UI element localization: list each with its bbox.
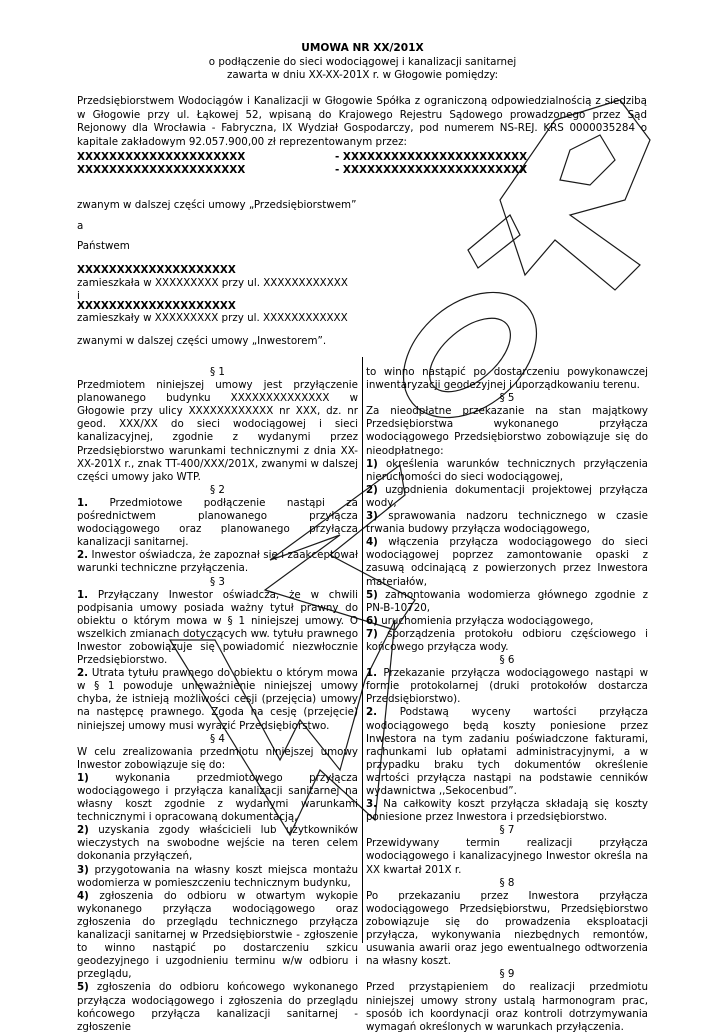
clause-text: Przewidywany termin realizacji przyłącza wodociągowego i kanalizacyjnego Inwestor określa na XX kwartał 201X r. — [366, 837, 648, 876]
clause-text: uzgodnienia dokumentacji projektowej przyłącza wody, — [366, 483, 648, 509]
clause-text: wykonania przedmiotowego przyłącza wodociągowego i przyłącza kanalizacji sanitarnej na własny koszt zgodnie z wydanymi warunkami technicznymi i opracowaną dokumentacją, — [77, 771, 358, 824]
clause-paragraph — [366, 837, 648, 876]
clause-number: 2) — [77, 824, 89, 837]
clause-text: uzyskania zgody właścicieli lub użytkowników wieczystych na swobodne wejście na teren celem dokonania przyłączeń, — [77, 824, 358, 863]
clause-text: uruchomienia przyłącza wodociągowego, — [381, 614, 594, 627]
clause-paragraph — [366, 536, 648, 588]
clause-text: włączenia przyłącza wodociągowego do sieci wodociągowej poprzez zamontowanie opaski z zasuwą odcinającą z powierzonych przez Inwestora materiałów, — [366, 536, 648, 588]
clause-number: 1. — [77, 588, 89, 601]
clause-paragraph — [366, 458, 648, 484]
clause-paragraph — [366, 981, 648, 1033]
clause-text: Przed przystąpieniem do realizacji przedmiotu niniejszej umowy strony ustalą harmonogram prac, sposób ich koordynacji oraz kontroli dotrzymywania wymagań określonych w warunkach przyłączenia. — [366, 981, 648, 1033]
clause-number: 5) — [366, 588, 378, 601]
conjunction-i: i — [77, 290, 80, 302]
representative-name-1: XXXXXXXXXXXXXXXXXXXXX — [77, 151, 246, 163]
left-column — [77, 366, 358, 1034]
clause-text: Przekazanie przyłącza wodociągowego nastąpi w formie protokolarnej (druki protokołów dostarcza Przedsiębiorstwo). — [366, 667, 648, 706]
clause-paragraph — [77, 589, 358, 668]
clause-paragraph — [366, 484, 648, 510]
clause-text: W celu zrealizowania przedmiotu niniejszej umowy Inwestor zobowiązuje się do: — [77, 745, 358, 771]
clause-text: sprawowania nadzoru technicznego w czasie trwania budowy przyłącza wodociągowego, — [366, 510, 648, 536]
right-column — [366, 366, 648, 1034]
clause-text: przygotowania na własny koszt miejsca montażu wodomierza w pomieszczeniu technicznym budynku, — [77, 863, 358, 889]
representative-name-2: XXXXXXXXXXXXXXXXXXXXX — [77, 164, 246, 176]
clause-paragraph — [366, 615, 648, 628]
section-heading: § 5 — [499, 392, 515, 405]
section-heading: § 4 — [210, 732, 225, 745]
company-alias-line: zwanym w dalszej części umowy „Przedsiębiorstwem” — [77, 199, 357, 211]
clause-number: 5) — [77, 981, 89, 994]
section-heading: § 1 — [210, 366, 225, 378]
section-heading: § 2 — [210, 483, 225, 496]
clause-text: Przyłączany Inwestor oświadcza, że w chwili podpisania umowy posiada ważny tytuł prawny do obiektu o którym mowa w § 1 niniejszej umowy. O wszelkich zmianach dotyczących ww. tytułu prawnego Inwestor zobowiązuje się powiadomić niezwłocznie Przedsiębiorstwo. — [77, 588, 358, 667]
clause-paragraph — [77, 772, 358, 824]
document-title: UMOWA NR XX/201X — [301, 42, 424, 54]
clause-number: 1. — [77, 496, 89, 509]
section-heading: § 9 — [499, 968, 515, 981]
clause-paragraph — [77, 864, 358, 890]
clause-paragraph — [77, 746, 358, 772]
section-heading: § 6 — [499, 654, 515, 667]
parties-label: Państwem — [77, 240, 130, 252]
clause-paragraph — [366, 366, 648, 392]
clause-number: 2. — [77, 667, 89, 680]
column-divider — [362, 357, 363, 943]
conjunction-a: a — [77, 220, 84, 232]
clause-text: Inwestor oświadcza, że zapoznał się i zaakceptował warunki techniczne przyłączenia. — [77, 549, 358, 575]
clause-paragraph — [366, 589, 648, 615]
clause-number: 4) — [77, 889, 89, 902]
clause-paragraph — [366, 667, 648, 706]
clause-text: określenia warunków technicznych przyłączenia nieruchomości do sieci wodociągowej, — [366, 457, 648, 483]
clause-text: Za nieodpłatne przekazanie na stan majątkowy Przedsiębiorstwa wykonanego przyłącza wodociągowego Przedsiębiorstwo zobowiązuje się do nieodpłatnego: — [366, 405, 648, 457]
clause-paragraph — [366, 798, 648, 824]
clause-paragraph — [366, 510, 648, 536]
section-heading: § 8 — [499, 876, 515, 889]
clause-number: 7) — [366, 627, 378, 640]
clause-number: 3. — [366, 798, 378, 811]
section-heading: § 3 — [210, 575, 225, 588]
clause-paragraph — [77, 497, 358, 549]
clause-text: zgłoszenia do odbioru końcowego wykonanego przyłącza wodociągowego i zgłoszenia do przeglądu końcowego przyłącza kanalizacji sanitarnej - zgłoszenie — [77, 981, 359, 1033]
clause-number: 4) — [366, 536, 378, 549]
clause-paragraph — [77, 824, 358, 863]
clause-text: sporządzenia protokołu odbioru częściowego i końcowego przyłącza wody. — [366, 627, 648, 653]
investor-name-1: XXXXXXXXXXXXXXXXXXXX — [77, 264, 236, 276]
clause-number: 1) — [366, 457, 378, 470]
clause-paragraph — [366, 405, 648, 457]
investor-address-1: zamieszkała w XXXXXXXXX przy ul. XXXXXXXXXXXX — [77, 277, 348, 289]
clause-paragraph — [77, 379, 358, 484]
clause-text: zgłoszenia do odbioru w otwartym wykopie wykonanego przyłącza wodociągowego oraz zgłoszenia do przeglądu technicznego przyłącza kanalizacji sanitarnej w Przedsiębiorstwie - zgłoszenie to winno nastąpić po dostarczeniu szkicu geodezyjnego i uzgodnieniu terminu w/w odbioru i przeglądu, — [77, 889, 358, 981]
clause-text: Przedmiotem niniejszej umowy jest przyłączenie planowanego budynku XXXXXXXXXXXXXX w Głogowie przy ulicy XXXXXXXXXXXX nr XXX, dz. nr geod. XXX/XX do sieci wodociągowej i sieci kanalizacyjnej, zgodnie z wydanymi przez Przedsiębiorstwo warunkami technicznymi z dnia XX-XX-201X r., znak TT-400/XXX/201X, zwanymi w dalszej części umowy jako WTP. — [77, 379, 358, 483]
watermark-text: WZÓR — [0, 0, 4, 1]
clause-text: Na całkowity koszt przyłącza składają się koszty poniesione przez Inwestora i przedsiębiorstwo. — [366, 798, 648, 824]
clause-number: 3) — [77, 863, 89, 876]
clause-number: 6) — [366, 614, 378, 627]
clause-text: Utrata tytułu prawnego do obiektu o którym mowa w § 1 powoduje unieważnienie niniejszej umowy chyba, że istnieją możliwości cesji (przejęcia) umowy na następcę prawnego. Zgoda na cesję (przejęcie) niniejszej umowy musi wyrazić Przedsiębiorstwo. — [77, 667, 358, 732]
clause-paragraph — [366, 706, 648, 798]
representative-role-2: - XXXXXXXXXXXXXXXXXXXXXXX — [335, 164, 528, 176]
clause-number: 1) — [77, 771, 89, 784]
subtitle-line-1: o podłączenie do sieci wodociągowej i kanalizacji sanitarnej — [208, 56, 517, 68]
clause-paragraph — [366, 628, 648, 654]
clause-paragraph — [77, 981, 358, 1033]
clause-text: Podstawą wyceny wartości przyłącza wodociągowego będą koszty poniesione przez Inwestora na tym zadaniu poświadczone fakturami, rachunkami lub opłatami administracyjnymi, a w przypadku braku tych dokumentów określenie wartości przyłącza nastąpi na podstawie cenników wydawnictwa ,,Sekocenbud”. — [366, 706, 648, 797]
clause-number: 2. — [77, 549, 89, 562]
subtitle-line-2: zawarta w dniu XX-XX-201X r. w Głogowie pomiędzy: — [226, 69, 499, 81]
clause-number: 1. — [366, 667, 378, 680]
section-heading: § 7 — [499, 824, 515, 837]
clause-text: Przedmiotowe podłączenie nastąpi za pośrednictwem planowanego przyłącza wodociągowego oraz planowanego przyłącza kanalizacji sanitarnej. — [77, 496, 358, 549]
intro-paragraph: Przedsiębiorstwem Wodociągów i Kanalizacji w Głogowie Spółka z ograniczoną odpowiedzialnością z siedzibą w Głogowie przy ul. Łąkowej 52, wpisaną do Krajowego Rejestru Sądowego prowadzonego przez Sąd Rejonowy dla Wrocławia - Fabryczna, IX Wydział Gospodarczy, pod numerem NS-REJ. KRS 0000035284 o kapitale zakładowym 92.057.900,00 zł reprezentowanym przez: — [77, 95, 647, 148]
investor-address-2: zamieszkały w XXXXXXXXX przy ul. XXXXXXXXXXXX — [77, 312, 348, 324]
clause-text: Po przekazaniu przez Inwestora przyłącza wodociągowego Przedsiębiorstwu, Przedsiębiorstwo zobowiązuje się do prowadzenia eksploatacji przyłącza, wykonywania niezbędnych remontów, usuwania awarii oraz jego ewentualnego odtworzenia na własny koszt. — [366, 889, 648, 968]
clause-text: to winno nastąpić po dostarczeniu powykonawczej inwentaryzacji geodezyjnej i uporządkowaniu terenu. — [366, 366, 648, 392]
investor-name-2: XXXXXXXXXXXXXXXXXXXX — [77, 300, 236, 312]
representative-role-1: - XXXXXXXXXXXXXXXXXXXXXXX — [335, 151, 528, 163]
clause-number: 2. — [366, 706, 378, 719]
clause-text: zamontowania wodomierza głównego zgodnie z PN-B-10720, — [366, 588, 648, 614]
clause-number: 2) — [366, 483, 378, 496]
clause-paragraph — [77, 549, 358, 575]
clause-paragraph — [77, 667, 358, 732]
investor-alias-line: zwanymi w dalszej części umowy „Inwestorem”. — [77, 335, 327, 347]
clause-paragraph — [77, 890, 358, 982]
document-subtitle — [0, 56, 725, 82]
clause-paragraph — [366, 890, 648, 969]
clause-number: 3) — [366, 510, 378, 523]
watermark-accent — [468, 215, 520, 268]
